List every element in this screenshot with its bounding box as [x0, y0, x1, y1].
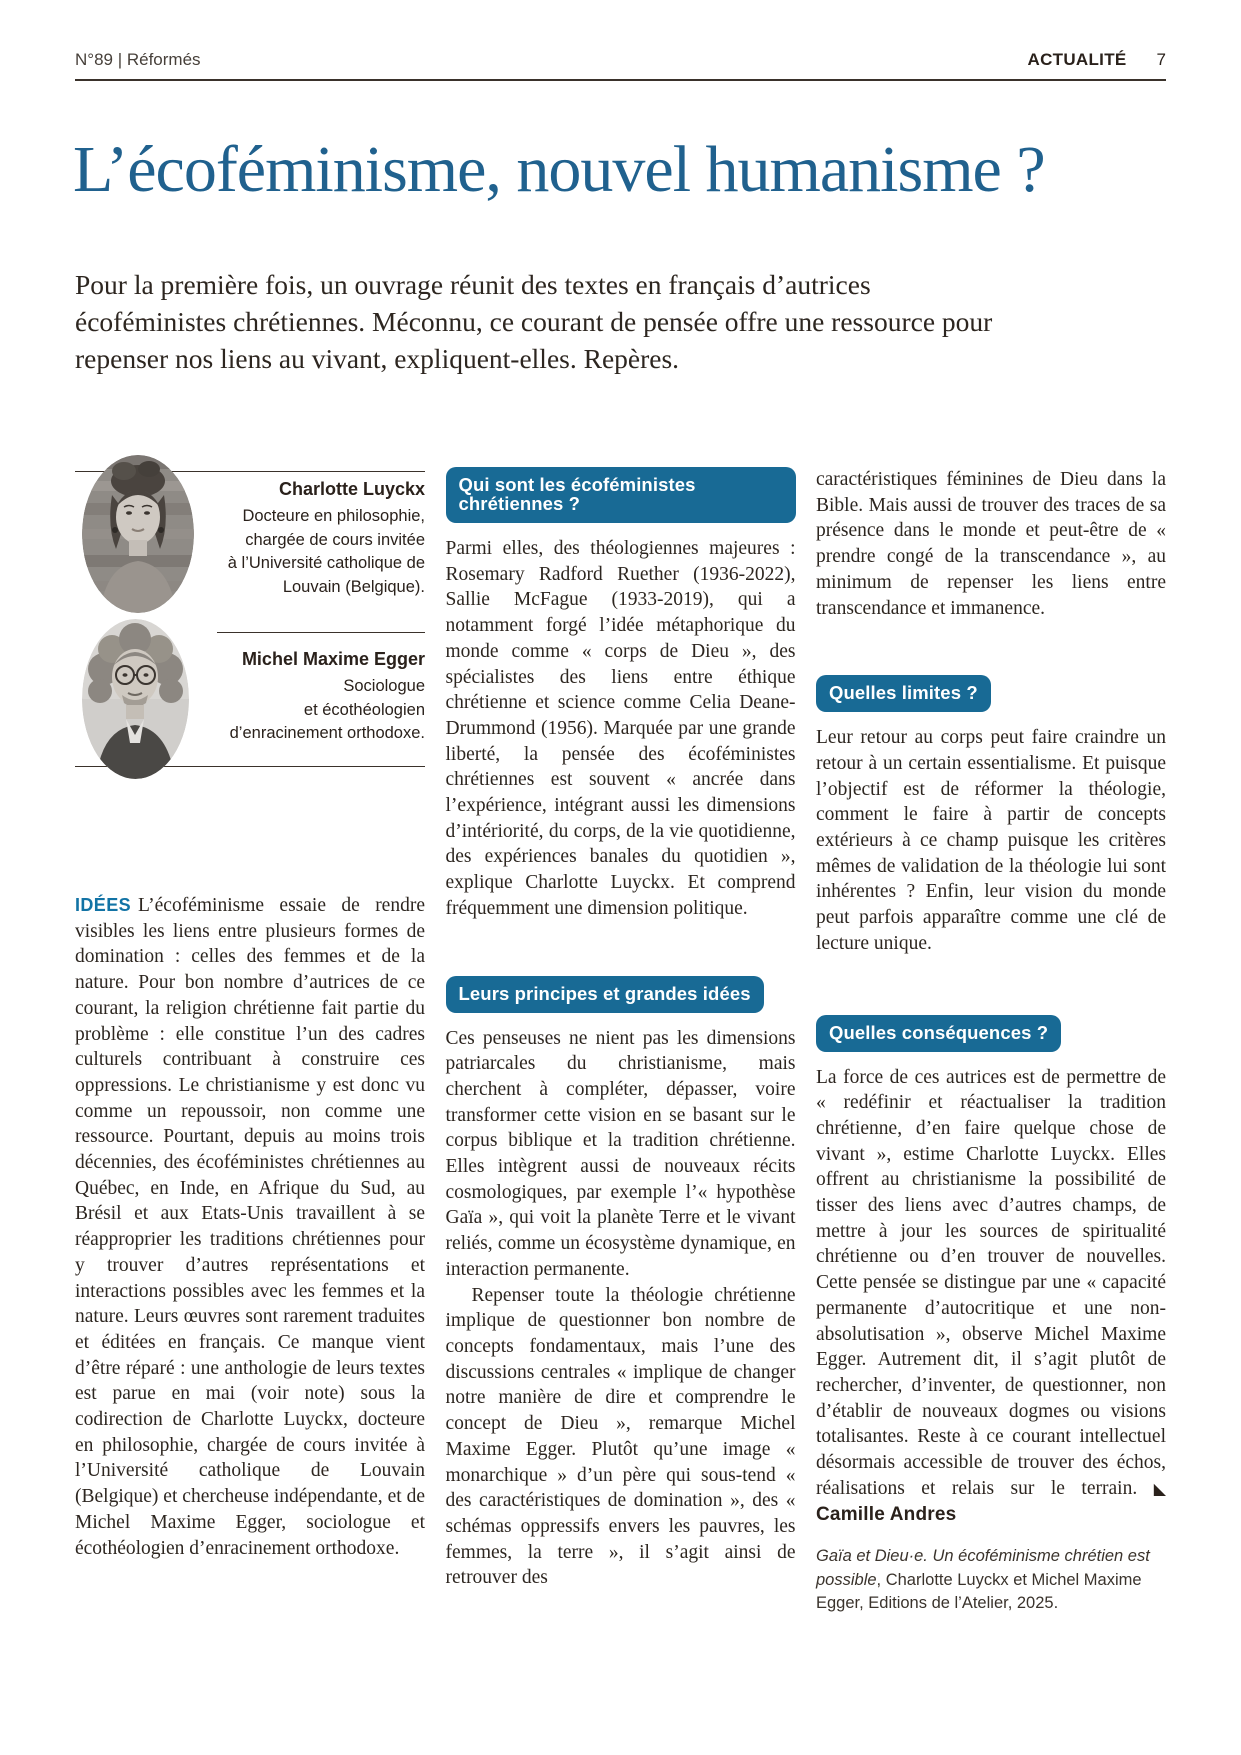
divider — [217, 632, 425, 633]
author-photo-charlotte-luyckx — [82, 455, 194, 613]
page-header — [75, 50, 1166, 70]
section-badge-limites: Quelles limites ? — [816, 675, 991, 712]
signature-triangle-icon: ◣ — [1153, 1478, 1166, 1498]
author-bio: Docteure en philosophie, chargée de cours invitée à l’Université catholique de Louvain (Belgique). — [227, 507, 425, 596]
author-card-michel-maxime-egger — [177, 649, 425, 746]
section-badge-principes: Leurs principes et grandes idées — [446, 976, 764, 1013]
intro-text: L’écoféminisme essaie de rendre visibles les liens entre plusieurs formes de domination : celles des femmes et de la nature. Pour bon nombre d’autrices de ce courant, la religion chrétienne fait partie du problème : elle constitue l’un des cadres culturels contribuant à construire ces oppressions. Le christianisme y est donc vu comme un repoussoir, non comme une ressource. Pourtant, depuis au moins trois décennies, des écoféministes chrétiennes au Québec, en Inde, en Afrique du Sud, au Brésil et aux Etats-Unis travaillent à se réapproprier les traditions chrétiennes pour y trouver d’autres représentations et interactions possibles avec les femmes et la nature. Leurs œuvres sont rarement traduites et éditées en français. Ce manque vient d’être réparé : une anthologie de leurs textes est parue en mai (voir note) sous la codirection de Charlotte Luyckx, docteure en philosophie, chargée de cours invitée à l’Université catholique de Louvain (Belgique) et chercheuse indépendante, et de Michel Maxime Egger, sociologue et écothéologien d’enracinement orthodoxe. — [75, 895, 425, 1559]
header-divider — [75, 79, 1166, 81]
badge-row — [816, 1015, 1166, 1052]
column-1 — [75, 455, 425, 1616]
article-paragraph: Parmi elles, des théologiennes majeures : Rosemary Radford Ruether (1936-2022), Sallie McFague (1933-2019), qui a notamment forgé l’idée métaphorique du monde comme « corps de Dieu », des spécialistes des liens entre éthique chrétienne et science comme Celia Deane-Drummond (1956). Marquée par une grande liberté, la pensée des écoféministes chrétiennes est souvent « ancrée dans l’expérience, intégrant aussi les dimensions d’intériorité, du corps, de la vie quotidienne, des expériences banales du quotidien », explique Charlotte Luyckx. Et comprend fréquemment une dimension politique. — [445, 538, 796, 919]
article-paragraph: Ces penseuses ne nient pas les dimensions patriarcales du christianisme, mais cherchent à compléter, dépasser, voire transformer cette vision en se basant sur le corpus biblique et la tradition chrétienne. Elles intègrent aussi de nouveaux récits cosmologiques, par exemple l’« hypothèse Gaïa », qui voit la planète Terre et le vivant reliés, comme un écosystème dynamique, en interaction permanente. — [445, 1027, 796, 1280]
intro-paragraph — [75, 893, 425, 1561]
column-2 — [446, 455, 796, 1616]
article-lead: Pour la première fois, un ouvrage réunit des textes en français d’autrices écoféministes chrétiennes. Méconnu, ce courant de pensée offre une ressource pour repenser nos liens au vivant, expliquent-elles. Repères. — [75, 269, 993, 374]
article-paragraph: caractéristiques féminines de Dieu dans la Bible. Mais aussi de trouver des traces de sa présence dans le monde et peut-être de « prendre congé de la transcendance », au minimum de repenser les liens entre transcendance et immanence. — [816, 469, 1166, 619]
paragraph-text: La force de ces autrices est de permettre de « redéfinir et réactualiser la tradition chrétienne, d’en faire quelque chose de vivant », estime Charlotte Luyckx. Elles offrent au christianisme la possibilité de tisser des liens avec d’autres champs, de mettre à jour les sources de spiritualité chrétienne ou d’en trouver de nouvelles. Cette pensée se distingue par une « capacité permanente d’autocritique et une non-absolutisation », observe Michel Maxime Egger. Autrement dit, il s’agit plutôt de rechercher, d’inventer, de questionner, non d’établir de nouveaux dogmes ou visions totalisantes. Reste à ce courant intellectuel désormais accessible de trouver des échos, réalisations et relais sur le terrain. — [816, 1066, 1166, 1499]
book-title: Gaïa et Dieu·e. Un écoféminisme chrétien est possible — [816, 1547, 1150, 1589]
article-paragraph — [816, 1065, 1166, 1528]
article-paragraph: Leur retour au corps peut faire craindre un retour à un certain essentialisme. Et puisque l’objectif est de réformer la théologie, comment le faire à partir de concepts extérieurs à ce champ puisque les critères mêmes de validation de la théologie lui sont inhérentes ? Enfin, leur vision du monde peut parfois apparaître comme une clé de lecture unique. — [816, 727, 1166, 954]
issue-label: N°89 | Réformés — [75, 50, 201, 69]
article-title: L’écoféminisme, nouvel humanisme ? — [73, 133, 1045, 206]
authors-block — [75, 455, 425, 785]
section-badge-qui-sont: Qui sont les écoféministes chrétiennes ? — [446, 467, 796, 523]
page-number: 7 — [1156, 50, 1166, 69]
author-name: Charlotte Luyckx — [278, 479, 425, 499]
byline-author: Camille Andres — [816, 1503, 957, 1525]
article-columns — [75, 455, 1166, 1616]
badge-row — [446, 976, 796, 1013]
header-right — [1028, 50, 1167, 70]
book-credits: , Charlotte Luyckx et Michel Maxime Egger, Editions de l’Atelier, 2025. — [816, 1570, 1142, 1613]
article-paragraph: Repenser toute la théologie chrétienne implique de questionner bon nombre de concepts fondamentaux, mais l’une des discussions centrales « implique de changer notre manière de dire et comprendre le concept de Dieu », remarque Michel Maxime Egger. Plutôt qu’une image « monarchique » d’un père qui sous-tend « des caractéristiques de domination », des « schémas oppressifs envers les pauvres, les femmes, la terre », il s’agit ainsi de retrouver des — [445, 1284, 796, 1589]
kicker-idees: IDÉES — [75, 895, 132, 915]
author-photo-michel-maxime-egger — [82, 619, 189, 779]
portrait-woman-image — [82, 455, 194, 613]
book-reference-note — [816, 1545, 1166, 1616]
section-badge-consequences: Quelles conséquences ? — [816, 1015, 1061, 1052]
badge-row — [816, 675, 1166, 712]
column-3 — [816, 455, 1166, 1616]
section-label: ACTUALITÉ — [1027, 50, 1127, 69]
author-card-charlotte-luyckx — [177, 479, 425, 599]
author-name: Michel Maxime Egger — [241, 649, 425, 669]
portrait-man-image — [82, 619, 189, 779]
badge-row — [446, 467, 796, 523]
author-bio: Sociologue et écothéologien d’enracinement orthodoxe. — [229, 677, 425, 742]
